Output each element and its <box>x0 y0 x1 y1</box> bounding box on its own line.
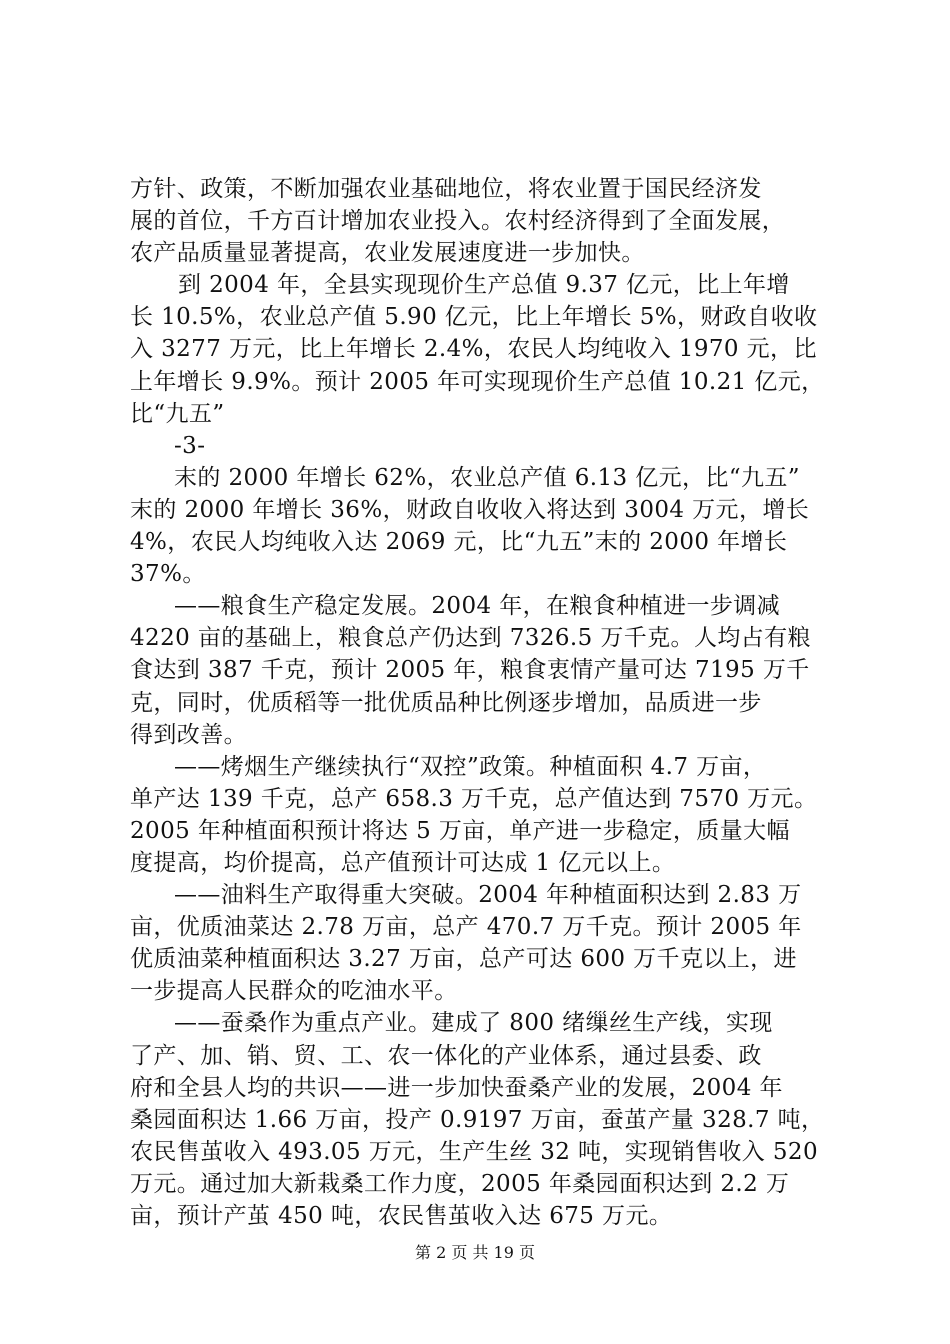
text-line: 比“九五” <box>130 400 225 427</box>
text-line: 4%，农民人均纯收入达 2069 元，比“九五”末的 2000 年增长 <box>130 529 788 556</box>
text-line: 2005 年种植面积预计将达 5 万亩，单产进一步稳定，质量大幅 <box>130 817 790 844</box>
text-line: 亩，优质油菜达 2.78 万亩，总产 470.7 万千克。预计 2005 年 <box>130 914 802 941</box>
text-line: 度提高，均价提高，总产值预计可达成 1 亿元以上。 <box>130 849 676 876</box>
text-line: 府和全县人均的共识——进一步加快蚕桑产业的发展，2004 年 <box>130 1074 783 1101</box>
text-line: 了产、加、销、贸、工、农一体化的产业体系，通过县委、政 <box>130 1042 762 1069</box>
document-body <box>130 173 842 1232</box>
paragraph-start-line: ——蚕桑作为重点产业。建成了 800 绪缫丝生产线，实现 <box>174 1010 773 1037</box>
text-line: 方针、政策，不断加强农业基础地位，将农业置于国民经济发 <box>130 176 762 202</box>
text-line: 长 10.5%，农业总产值 5.90 亿元，比上年增长 5%，财政自收收 <box>130 304 818 331</box>
text-line: 4220 亩的基础上，粮食总产仍达到 7326.5 万千克。人均占有粮 <box>130 625 811 652</box>
page-number-label: 第 2 页 共 19 页 <box>415 1243 535 1262</box>
text-line: 食达到 387 千克，预计 2005 年，粮食衷情产量可达 7195 万千 <box>130 657 810 684</box>
text-line: 万元。通过加大新栽桑工作力度，2005 年桑园面积达到 2.2 万 <box>130 1170 790 1197</box>
text-line: 优质油菜种植面积达 3.27 万亩，总产可达 600 万千克以上，进 <box>130 946 797 973</box>
text-line: 农民售茧收入 493.05 万元，生产生丝 32 吨，实现销售收入 520 <box>130 1138 818 1165</box>
text-line: 上年增长 9.9%。预计 2005 年可实现现价生产总值 10.21 亿元， <box>130 368 825 395</box>
text-line: 单产达 139 千克，总产 658.3 万千克，总产值达到 7570 万元。 <box>130 785 818 812</box>
text-line: 展的首位，千方百计增加农业投入。农村经济得到了全面发展， <box>130 208 786 235</box>
paragraph-start-line: ——粮食生产稳定发展。2004 年，在粮食种植进一步调减 <box>174 593 781 620</box>
paragraph-start-line: ——油料生产取得重大突破。2004 年种植面积达到 2.83 万 <box>174 882 802 909</box>
text-line: 入 3277 万元，比上年增长 2.4%，农民人均纯收入 1970 元，比 <box>130 336 817 363</box>
text-line: 亩，预计产茧 450 吨，农民售茧收入达 675 万元。 <box>130 1203 673 1229</box>
paragraph-start-line: 末的 2000 年增长 62%，农业总产值 6.13 亿元，比“九五” <box>174 464 800 491</box>
page-footer <box>0 1243 950 1263</box>
text-line: 得到改善。 <box>130 721 247 748</box>
inline-page-number: -3- <box>174 432 206 459</box>
text-line: 农产品质量显著提高，农业发展速度进一步加快。 <box>130 240 645 267</box>
paragraph-start-line: ——烤烟生产继续执行“双控”政策。种植面积 4.7 万亩， <box>174 753 767 780</box>
text-line: 桑园面积达 1.66 万亩，投产 0.9197 万亩，蚕茧产量 328.7 吨， <box>130 1106 825 1133</box>
text-line: 末的 2000 年增长 36%，财政自收收入将达到 3004 万元，增长 <box>130 496 810 523</box>
text-line: 一步提高人民群众的吃油水平。 <box>130 978 458 1005</box>
paragraph-start-line: 到 2004 年，全县实现现价生产总值 9.37 亿元，比上年增 <box>178 272 790 299</box>
text-line: 37%。 <box>130 561 206 588</box>
text-line: 克，同时，优质稻等一批优质品种比例逐步增加，品质进一步 <box>130 689 762 716</box>
